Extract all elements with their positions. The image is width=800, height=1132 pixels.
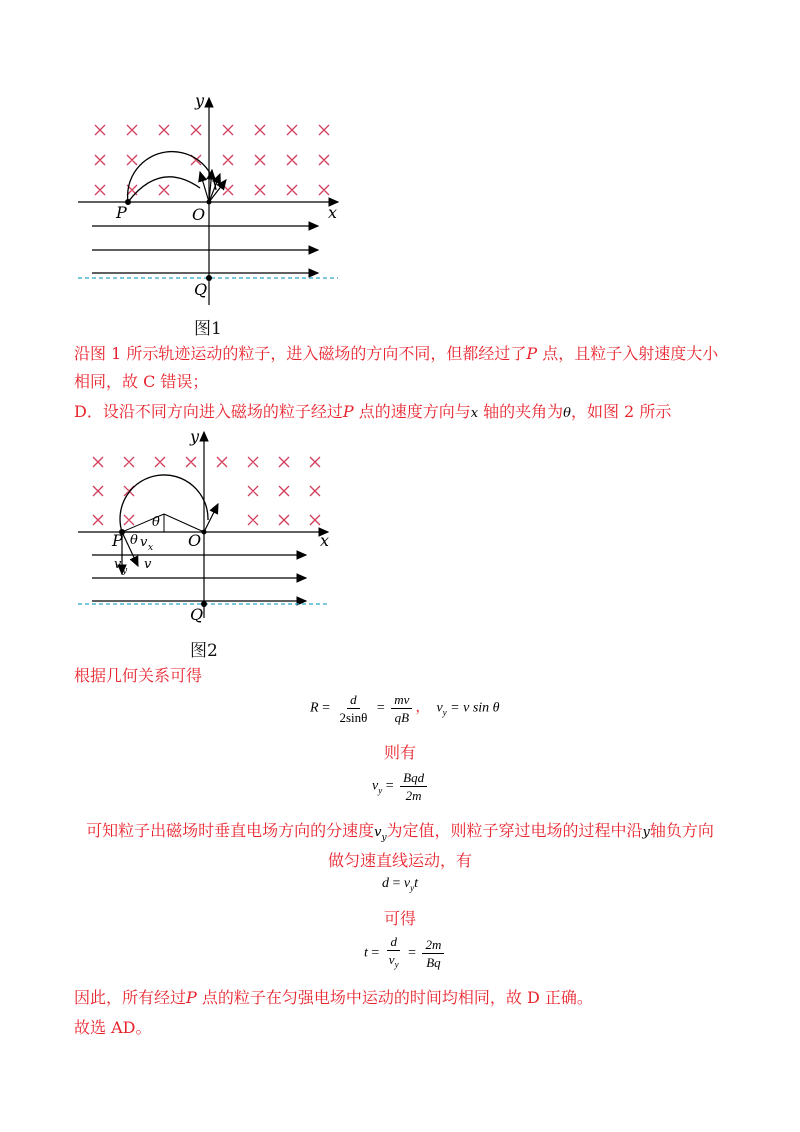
paragraph-8: 因此，所有经过P 点的粒子在匀强电场中运动的时间均相同，故 D 正确。 — [74, 988, 593, 1007]
magnetic-field-crosses — [95, 125, 329, 195]
paragraph-1: 沿图 1 所示轨迹运动的粒子，进入磁场的方向不同，但都经过了P 点，且粒子入射速度大小 相同，故 C 错误； — [74, 344, 719, 391]
label-Q: Q — [194, 280, 208, 299]
point-O — [207, 200, 212, 205]
paragraph-9: 故选 AD。 — [74, 1018, 152, 1037]
paragraph-2: D．设沿不同方向进入磁场的粒子经过P 点的速度方向与x 轴的夹角为θ，如图 2 所示 — [74, 402, 672, 421]
equation-3: $d = v_yt$ — [382, 876, 419, 893]
label-v: v — [144, 557, 152, 572]
magnetic-field-crosses — [93, 457, 320, 525]
label-P: P — [112, 531, 123, 550]
figure-2-caption: 图2 — [190, 641, 218, 661]
text-obtain: 可得 — [383, 909, 416, 928]
label-y: y — [195, 91, 205, 110]
equation-1: R = $\frac{d}{2\sin\theta}$ = $\frac{mv}{qB}$ ， $v_y = v$ sin θ — [310, 692, 500, 725]
label-theta-p: θ — [130, 533, 138, 548]
equation-4: t = $\frac{d}{v_y}$ = $\frac{2m}{Bq}$ — [364, 934, 447, 973]
label-vy: v — [114, 557, 122, 572]
label-y: y — [190, 428, 200, 446]
paragraph-3: 根据几何关系可得 — [74, 666, 203, 685]
text-then: 则有 — [383, 743, 416, 762]
figure-1 — [70, 90, 360, 310]
label-theta: θ — [152, 515, 160, 530]
label-Q: Q — [190, 605, 204, 624]
figure-2-diagram — [70, 428, 350, 628]
paragraph-6: 做匀速直线运动，有 — [327, 851, 472, 870]
point-O — [202, 530, 207, 535]
label-vy-sub: y — [122, 566, 128, 576]
figure-1-caption: 图1 — [194, 319, 222, 339]
label-vx-sub: x — [148, 543, 154, 553]
label-O: O — [188, 531, 202, 550]
paragraph-5: 可知粒子出磁场时垂直电场方向的分速度$v_y$为定值，则粒子穿过电场的过程中沿y轴负方向 — [86, 821, 714, 844]
label-x: x — [320, 531, 330, 550]
label-x: x — [328, 203, 338, 222]
figure-1-diagram — [70, 90, 360, 310]
equation-2: $v_y$ = $\frac{\text{Bqd}}{2m}$ — [372, 770, 430, 803]
label-O: O — [192, 205, 206, 224]
label-vx: v — [140, 535, 148, 550]
figure-2 — [70, 428, 350, 628]
label-P: P — [116, 203, 127, 222]
